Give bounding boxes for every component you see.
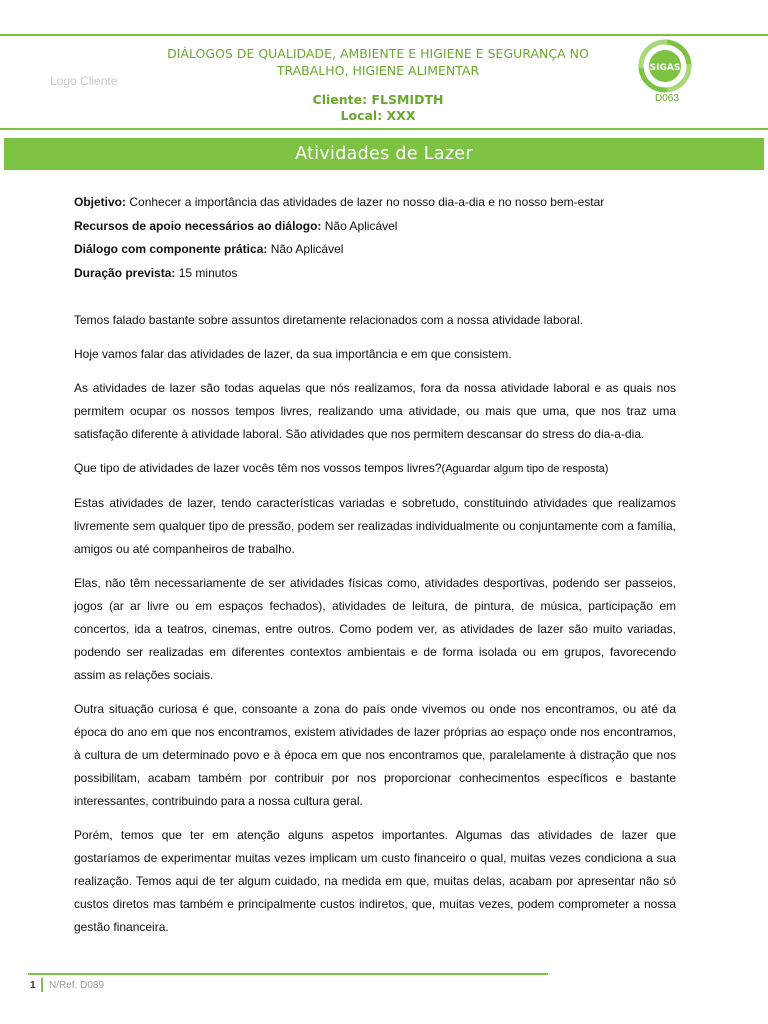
paragraph: Temos falado bastante sobre assuntos diretamente relacionados com a nossa atividade laboral.: [74, 313, 583, 327]
series-title-line1: DIÁLOGOS DE QUALIDADE, AMBIENTE E HIGIENE E SEGURANÇA NO: [167, 46, 589, 61]
document-title: Atividades de Lazer: [295, 144, 473, 164]
paragraph: Porém, temos que ter em atenção alguns aspetos importantes. Algumas das atividades de lazer que gostaríamos de experimentar muitas vezes implicam um custo financeiro o qual, muitas vezes condiciona a sua realização. Temos aqui de ter algum cuidado, na medida em que, muitas delas, acabam por apresentar não só custos diretos mas também e principalmente custos indiretos, que, muitas vezes, podem comprometer a nossa gestão financeira.: [74, 828, 676, 934]
meta-practical-component: [74, 238, 694, 262]
meta-value: 15 minutos: [178, 265, 238, 280]
meta-value: Não Aplicável: [270, 242, 344, 256]
meta-resources: [74, 215, 694, 239]
footer-reference: N/Ref. D089: [49, 980, 105, 991]
meta-duration: [74, 262, 694, 286]
sigas-logo-icon: [634, 38, 696, 94]
footer-separator: [41, 978, 43, 992]
meta-label: Diálogo com componente prática:: [74, 242, 268, 256]
paragraph: As atividades de lazer são todas aquelas que nós realizamos, fora da nossa atividade laboral e as quais nos permitem ocupar os nossos tempos livres, realizando uma atividade, ou mais que uma, que nos traz uma satisfação diferente à atividade laboral. São atividades que nos permitem descansar do stress do dia-a-dia.: [74, 381, 676, 441]
footer-rule: [28, 973, 548, 975]
meta-value: Não Aplicável: [324, 218, 398, 233]
meta-value: Conhecer a importância das atividades de lazer no nosso dia-a-dia e no nosso bem-estar: [129, 195, 605, 209]
meta-label: Duração prevista:: [74, 265, 176, 280]
facilitator-note: (Aguardar algum tipo de resposta): [441, 463, 609, 475]
sigas-logo-text: SIGAS: [649, 63, 681, 73]
paragraph: [74, 457, 676, 481]
paragraph: Hoje vamos falar das atividades de lazer, da sua importância e em que consistem.: [74, 347, 512, 361]
client-logo-placeholder: Logo Cliente: [50, 74, 118, 88]
paragraph: Outra situação curiosa é que, consoante a zona do país onde vivemos ou onde nos encontramos, ou até da época do ano em que nos encontramos, existem atividades de lazer próprias ao espaço onde nos encontramos, à cultura de um determinado povo e à época em que nos encontramos que, paralelamente à distração que nos possibilitam, acabam também por contribuir por nos proporcionar conhecimentos específicos e bastante interessantes, contribuindo para a nossa cultura geral.: [74, 702, 676, 808]
series-title-line2: TRABALHO, HIGIENE ALIMENTAR: [276, 63, 480, 78]
meta-label: Objetivo:: [74, 195, 127, 209]
header-top-rule: [0, 34, 768, 36]
location: Local: XXX: [340, 108, 416, 123]
title-banner: [4, 138, 764, 170]
header-bottom-rule: [0, 128, 768, 130]
dialogue-metadata: [74, 191, 694, 285]
document-body: [74, 309, 676, 950]
question-text: Que tipo de atividades de lazer vocês têm nos vossos tempos livres?: [74, 461, 442, 475]
document-series-title: [160, 45, 596, 79]
paragraph: Estas atividades de lazer, tendo características variadas e sobretudo, constituindo atividades que realizamos livremente sem qualquer tipo de pressão, podem ser realizadas individualmente ou conjuntamente com a família, amigos ou até companheiros de trabalho.: [74, 496, 676, 556]
meta-label: Recursos de apoio necessários ao diálogo:: [74, 218, 322, 233]
paragraph: Elas, não têm necessariamente de ser atividades físicas como, atividades desportivas, podendo ser passeios, jogos (ar ar livre ou em espaços fechados), atividades de leitura, de pintura, de música, participação em concertos, ida a teatros, cinemas, entre outros. Como podem ver, as atividades de lazer são muito variadas, podendo ser realizadas em diferentes contextos ambientais e de forma isolada ou em grupos, favorecendo assim as relações sociais.: [74, 576, 676, 682]
client-name: Cliente: FLSMIDTH: [312, 92, 444, 107]
meta-objective: [74, 191, 694, 215]
page-number: 1: [30, 980, 36, 991]
document-code: D063: [655, 93, 679, 104]
